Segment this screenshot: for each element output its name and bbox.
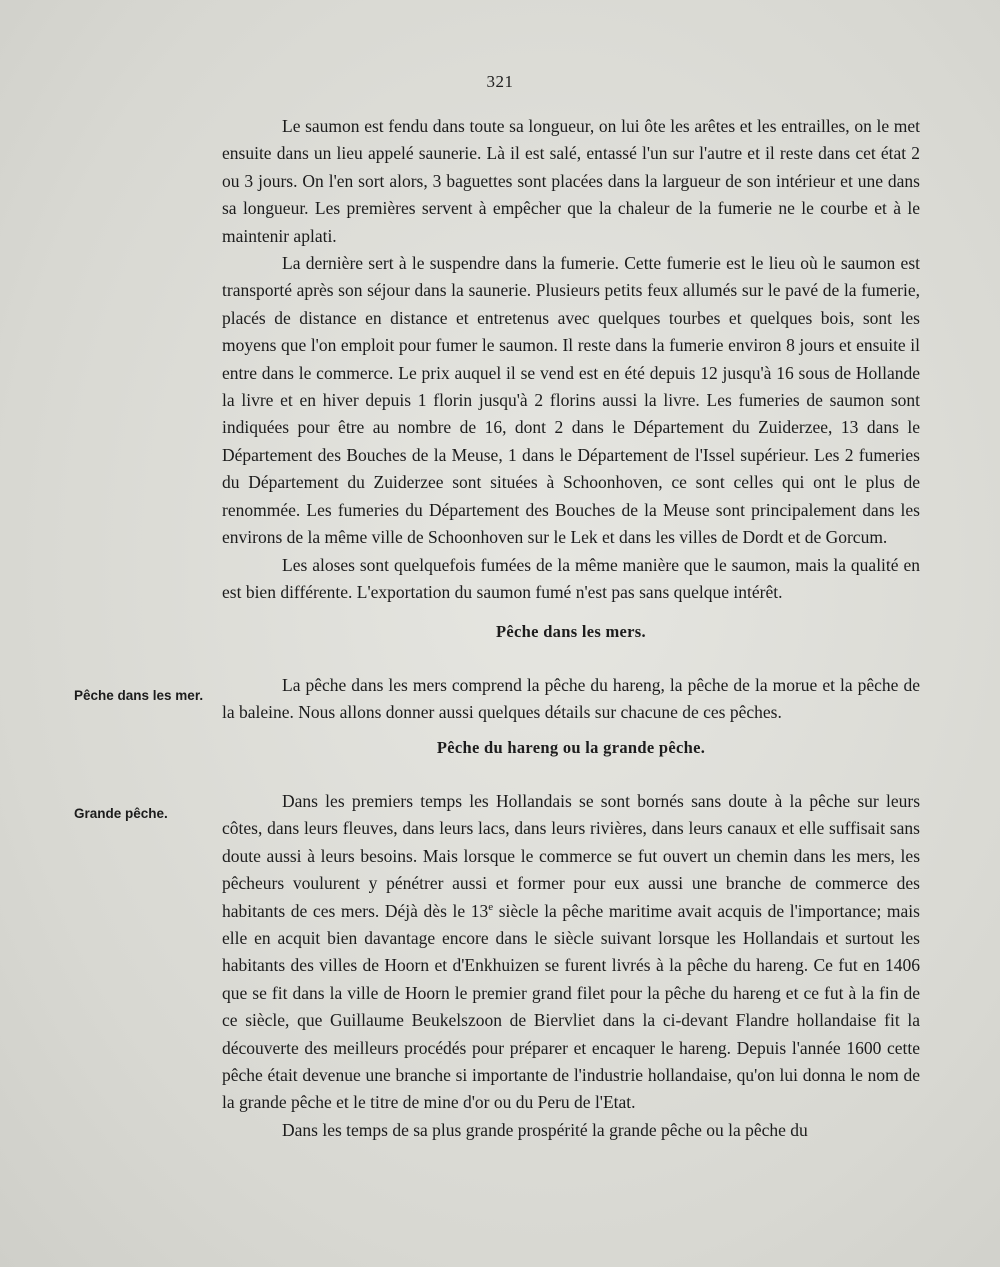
page-number: 321: [486, 72, 514, 91]
paragraph-aloses: Les aloses sont quelquefois fumées de la même manière que le saumon, mais la qualité en est bien différente. L'exportation du saumon fumé n'est pas sans quelque intérêt.: [222, 554, 920, 602]
superscript: e: [488, 900, 494, 913]
text-block-peche-mers: [222, 672, 920, 727]
text-block-saumon: [222, 113, 920, 606]
section-heading-peche-hareng: Pêche du hareng ou la grande pêche.: [436, 738, 706, 757]
paragraph-grande-peche-history: [222, 788, 920, 1117]
paragraph-part: Dans les premiers temps les Hollandais se sont bornés sans doute à la pêche sur leurs côtes, dans leurs fleuves, dans leurs lacs, dans leurs rivières, dans leurs canaux et elle suffisait sans doute aussi à leurs besoins. Mais lorsque le commerce se fut ouvert un chemin dans les mers, les pêcheurs voulurent y pénétrer aussi et former pour eux aussi une branche de commerce des habitants de ces mers. Déjà dès le 13: [222, 791, 920, 921]
paragraph-saumon-preparation: Le saumon est fendu dans toute sa longueur, on lui ôte les arêtes et les entrailles, on le met ensuite dans un lieu appelé saunerie. Là il est salé, entassé l'un sur l'autre et il reste dans cet état 2 ou 3 jours. On l'en sort alors, 3 baguettes sont placées dans la largueur de son intérieur et une dans sa longueur. Les premières servent à empêcher que la chaleur de la fumerie ne le courbe et à le maintenir aplati.: [222, 116, 920, 246]
section-heading-peche-mers: Pêche dans les mers.: [496, 622, 646, 641]
text-block-grande-peche: [222, 788, 920, 1144]
paragraph-peche-mers: La pêche dans les mers comprend la pêche du hareng, la pêche de la morue et la pêche de la baleine. Nous allons donner aussi quelques détails sur chacune de ces pêches.: [222, 675, 920, 723]
paragraph-part: siècle la pêche maritime avait acquis de l'importance; mais elle en acquit bien davantage encore dans le siècle suivant lorsque les Hollandais et surtout les habitants des villes de Hoorn et d'Enkhuizen se furent livrés à la pêche du hareng. Ce fut en 1406 que se fit dans la ville de Hoorn le premier grand filet pour la pêche du hareng et ce fut à la fin de ce siècle, que Guillaume Beukelszoon de Biervliet dans la ci-devant Flandre hollandaise fit la découverte des meilleurs procédés pour préparer et encaquer le hareng. Depuis l'année 1600 cette pêche était devenue une branche si importante de l'industrie hollandaise, qu'on lui donna le nom de la grande pêche et le titre de mine d'or ou du Peru de l'Etat.: [222, 900, 920, 1113]
paragraph-fumerie: La dernière sert à le suspendre dans la fumerie. Cette fumerie est le lieu où le saumon est transporté après son séjour dans la saunerie. Plusieurs petits feux allumés sur le pavé de la fumerie, placés de distance en distance et entretenus avec quelques tourbes et quelques bois, sont les moyens que l'on emploit pour fumer le saumon. Il reste dans la fumerie environ 8 jours et ensuite il entre dans le commerce. Le prix auquel il se vend est en été depuis 12 jusqu'à 16 sous de Hollande la livre et en hiver depuis 1 florin jusqu'à 2 florins aussi la livre. Les fumeries de saumon sont indiquées pour être au nombre de 16, dont 2 dans le Département du Zuiderzee, 13 dans le Département des Bouches de la Meuse, 1 dans le Département de l'Issel supérieur. Les 2 fumeries du Département du Zuiderzee sont situées à Schoonhoven, ce sont celles qui ont le plus de renommée. Les fumeries du Département des Bouches de la Meuse sont principalement dans les environs de la même ville de Schoonhoven sur le Lek et dans les villes de Dordt et de Gorcum.: [222, 253, 920, 548]
margin-note-peche-mers: Pêche dans les mer.: [74, 688, 204, 703]
paragraph-prosperite: Dans les temps de sa plus grande prospérité la grande pêche ou la pêche du: [282, 1119, 808, 1140]
margin-note-grande-peche: Grande pêche.: [74, 806, 168, 821]
